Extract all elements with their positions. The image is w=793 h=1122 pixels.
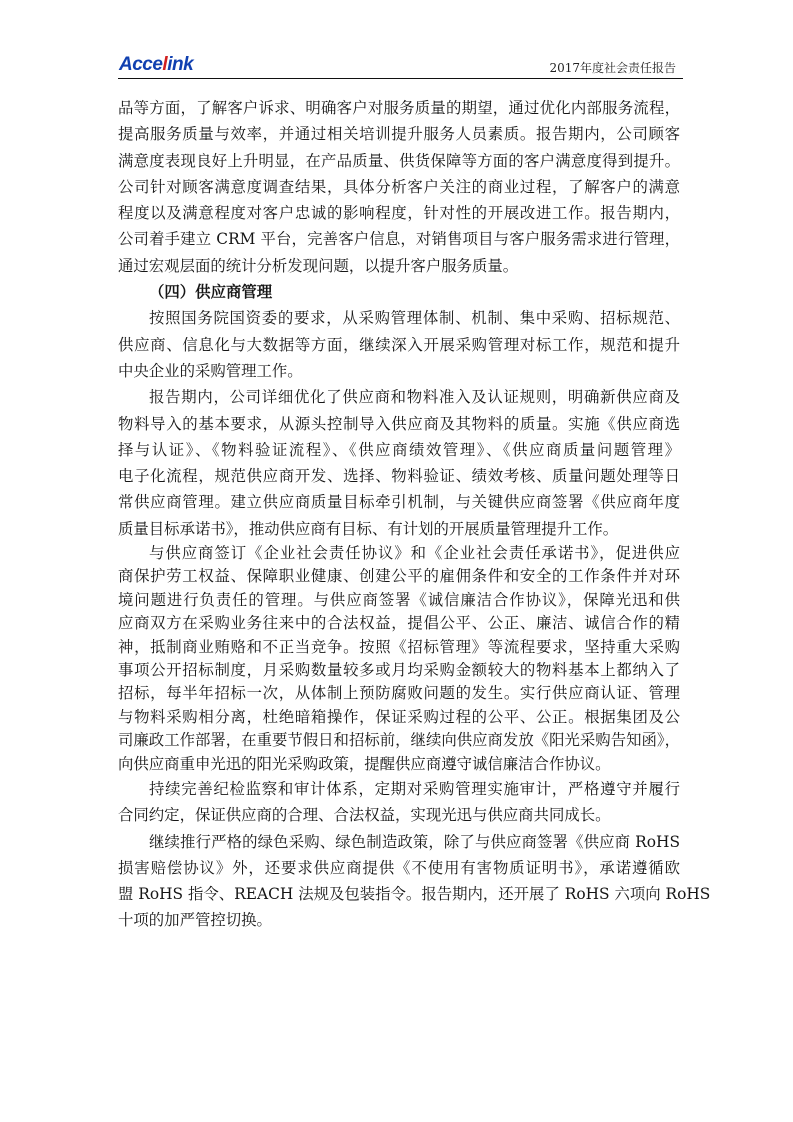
text-line: 满意度表现良好上升明显，在产品质量、供货保障等方面的客户满意度得到提升。: [118, 151, 680, 170]
section-heading: [118, 279, 680, 305]
text-line: 向供应商重申光迅的阳光采购政策，提醒供应商遵守诚信廉洁合作协议。: [118, 754, 611, 773]
text-line: 与供应商签订《企业社会责任协议》和《企业社会责任承诺书》，促进供应: [149, 544, 680, 563]
paragraph: [118, 776, 680, 829]
text-line: 十项的加严管控切换。: [118, 911, 272, 930]
text-line: 常供应商管理。建立供应商质量目标牵引机制，与关键供应商签署《供应商年度: [118, 493, 680, 512]
company-logo: Accelink: [119, 54, 194, 75]
text-line: 事项公开招标制度，月采购数量较多或月均采购金额较大的物料基本上都纳入了: [118, 661, 680, 679]
paragraph: [118, 384, 680, 542]
header-divider: [118, 78, 683, 79]
paragraph: [118, 542, 680, 776]
text-line: 合同约定，保证供应商的合理、合法权益，实现光迅与供应商共同成长。: [118, 806, 611, 825]
text-line: 提高服务质量与效率，并通过相关培训提升服务人员素质。报告期内，公司顾客: [118, 125, 680, 144]
text-line: 继续推行严格的绿色采购、绿色制造政策，除了与供应商签署《供应商 RoHS: [149, 832, 680, 851]
text-line: 通过宏观层面的统计分析发现问题，以提升客户服务质量。: [118, 256, 519, 275]
paragraph: [118, 305, 680, 384]
text-line: 物料导入的基本要求，从源头控制导入供应商及其物料的质量。实施《供应商选: [118, 414, 680, 433]
text-line: 报告期内，公司详细优化了供应商和物料准入及认证规则，明确新供应商及: [149, 388, 680, 407]
paragraph: [118, 829, 711, 934]
text-line: 供应商、信息化与大数据等方面，继续深入开展采购管理对标工作，规范和提升: [118, 335, 680, 354]
text-line: 招标，每半年招标一次，从体制上预防腐败问题的发生。实行供应商认证、管理: [118, 684, 680, 703]
text-line: 盟 RoHS 指令、REACH 法规及包装指令。报告期内，还开展了 RoHS 六项向 RoHS: [118, 885, 711, 904]
document-body: [118, 95, 711, 934]
text-line: 质量目标承诺书》，推动供应商有目标、有计划的开展质量管理提升工作。: [118, 519, 619, 538]
paragraph: [118, 95, 680, 279]
text-line: 公司着手建立 CRM 平台，完善客户信息，对销售项目与客户服务需求进行管理，: [118, 230, 680, 249]
report-title: 2017年度社会责任报告: [549, 61, 676, 75]
text-line: 司廉政工作部署，在重要节假日和招标前，继续向供应商发放《阳光采购告知函》，: [118, 731, 680, 750]
text-line: 商保护劳工权益、保障职业健康、创建公平的雇佣条件和安全的工作条件并对环: [118, 567, 680, 586]
text-line: 应商双方在采购业务往来中的合法权益，提倡公平、公正、廉洁、诚信合作的精: [118, 614, 680, 633]
text-line: 品等方面，了解客户诉求、明确客户对服务质量的期望，通过优化内部服务流程，: [118, 99, 680, 117]
text-line: 境问题进行负责任的管理。与供应商签署《诚信廉洁合作协议》，保障光迅和供: [118, 590, 680, 609]
text-line: 择与认证》、《物料验证流程》、《供应商绩效管理》、《供应商质量问题管理》: [118, 440, 680, 459]
section-heading-text: （四）供应商管理: [149, 283, 273, 302]
text-line: 公司针对顾客满意度调查结果，具体分析客户关注的商业过程，了解客户的满意: [118, 177, 680, 196]
text-line: 按照国务院国资委的要求，从采购管理体制、机制、集中采购、招标规范、: [149, 309, 680, 328]
text-line: 中央企业的采购管理工作。: [118, 361, 303, 380]
text-line: 电子化流程，规范供应商开发、选择、物料验证、绩效考核、质量问题处理等日: [118, 467, 680, 486]
text-line: 损害赔偿协议》外，还要求供应商提供《不使用有害物质证明书》，承诺遵循欧: [118, 858, 680, 877]
text-line: 程度以及满意程度对客户忠诚的影响程度，针对性的开展改进工作。报告期内，: [118, 204, 680, 223]
text-line: 与物料采购相分离，杜绝暗箱操作，保证采购过程的公平、公正。根据集团及公: [118, 707, 680, 726]
text-line: 神，抵制商业贿赂和不正当竞争。按照《招标管理》等流程要求，坚持重大采购: [118, 637, 680, 656]
text-line: 持续完善纪检监察和审计体系，定期对采购管理实施审计，严格遵守并履行: [149, 779, 680, 798]
